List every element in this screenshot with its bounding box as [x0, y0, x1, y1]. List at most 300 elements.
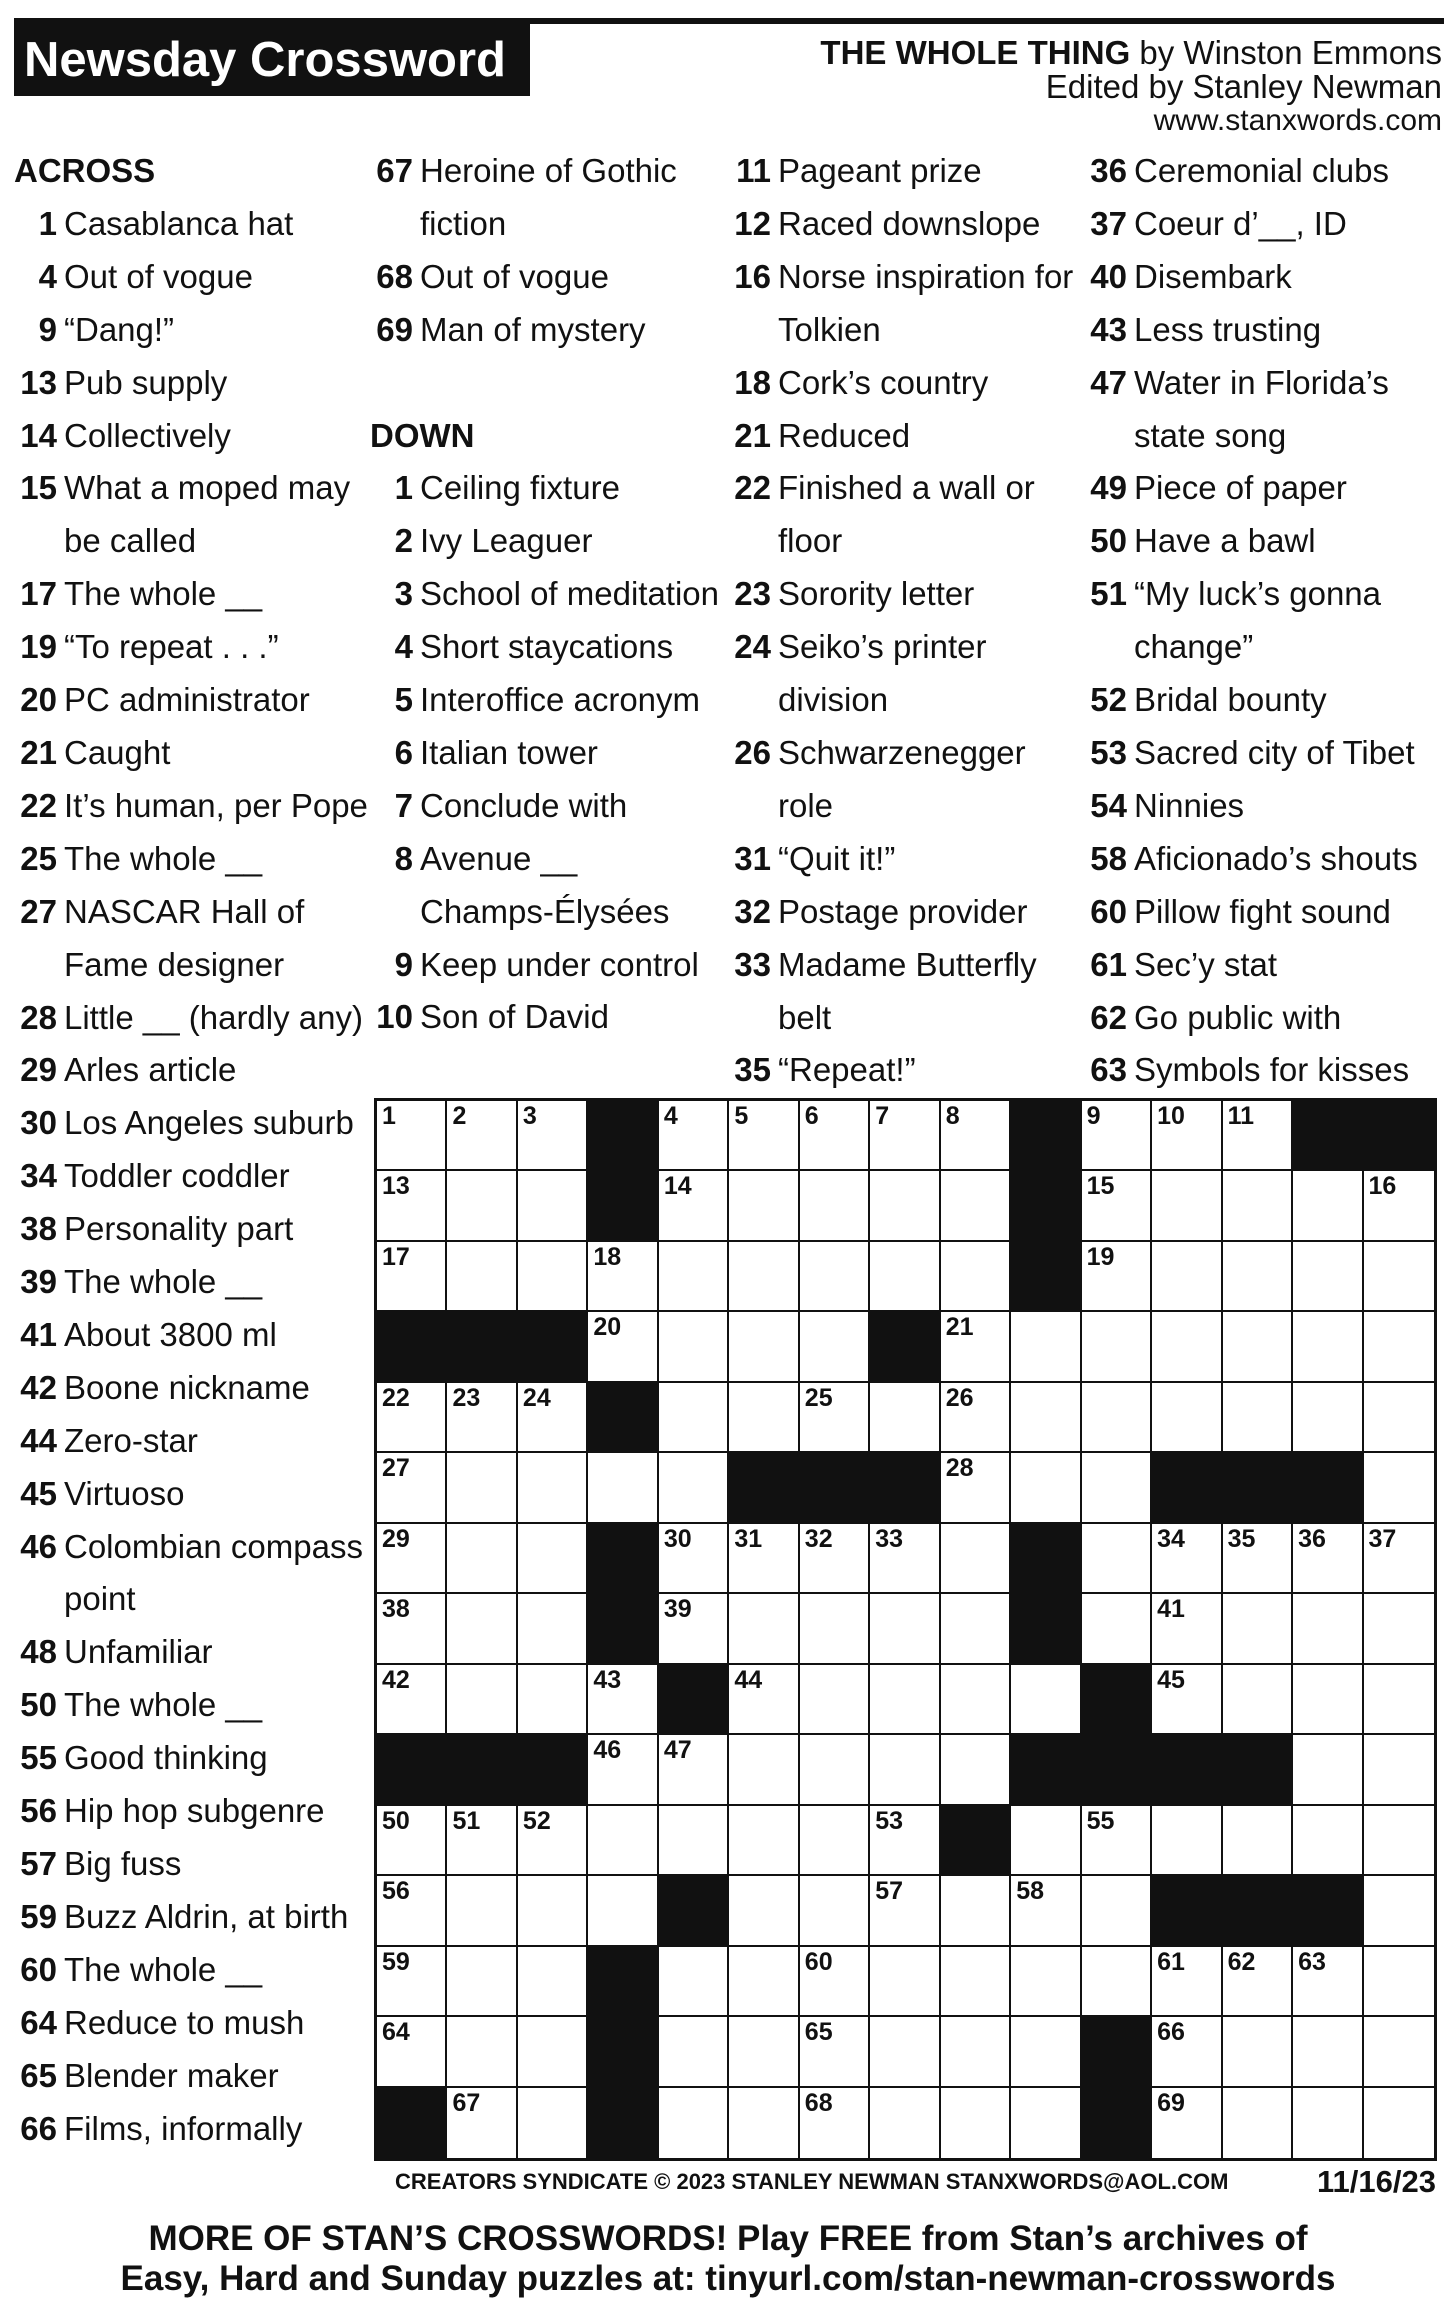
grid-cell[interactable]	[518, 1242, 588, 1312]
grid-cell[interactable]	[941, 1383, 1011, 1453]
clue-number: 65	[20, 2056, 57, 2094]
across-clue[interactable]	[14, 198, 370, 251]
grid-cell[interactable]	[518, 1876, 588, 1946]
black-square	[1011, 1171, 1081, 1241]
grid-cell[interactable]	[1082, 1383, 1152, 1453]
across-clue[interactable]	[14, 886, 370, 992]
clue-number: 52	[1090, 681, 1127, 719]
down-clue[interactable]	[728, 462, 1078, 568]
grid-cell[interactable]	[377, 1453, 447, 1523]
cell-number: 5	[734, 1102, 749, 1130]
grid-cell[interactable]	[659, 1383, 729, 1453]
clue-text: Bridal bounty	[1134, 681, 1327, 719]
clue-number: 60	[20, 1950, 57, 1988]
grid-cell[interactable]	[729, 1594, 799, 1664]
clue-text: Interoffice acronym	[420, 681, 701, 719]
down-clue[interactable]	[370, 939, 720, 992]
across-clue[interactable]	[14, 304, 370, 357]
down-clue[interactable]	[728, 410, 1078, 463]
down-clue[interactable]	[370, 991, 720, 1044]
down-clue[interactable]	[370, 621, 720, 674]
grid-cell[interactable]	[1152, 1594, 1222, 1664]
grid-cell[interactable]	[1223, 1524, 1293, 1594]
grid-cell[interactable]	[1293, 1735, 1363, 1805]
grid-cell[interactable]	[659, 2017, 729, 2087]
grid-cell[interactable]	[800, 1735, 870, 1805]
grid-cell[interactable]	[941, 1171, 1011, 1241]
down-clue[interactable]	[370, 727, 720, 780]
black-square	[1293, 1876, 1363, 1946]
grid-cell[interactable]	[1293, 1594, 1363, 1664]
grid-cell[interactable]	[1082, 1171, 1152, 1241]
down-clue[interactable]	[1084, 727, 1456, 780]
grid-cell[interactable]	[447, 1806, 517, 1876]
grid-cell[interactable]	[729, 1876, 799, 1946]
grid-cell[interactable]	[729, 2088, 799, 2158]
grid-cell[interactable]	[1082, 1947, 1152, 2017]
across-clue[interactable]	[14, 1732, 370, 1785]
grid-cell[interactable]	[377, 1383, 447, 1453]
grid-cell[interactable]	[800, 1524, 870, 1594]
down-clue[interactable]	[728, 145, 1078, 198]
clue-number: 1	[38, 204, 57, 242]
grid-cell[interactable]	[1011, 1383, 1081, 1453]
grid-cell[interactable]	[1082, 1453, 1152, 1523]
clue-number: 5	[394, 681, 413, 719]
grid-cell[interactable]	[1152, 2017, 1222, 2087]
clue-number: 16	[734, 257, 771, 295]
grid-cell[interactable]	[1152, 1524, 1222, 1594]
grid-cell[interactable]	[800, 2088, 870, 2158]
grid-cell[interactable]	[588, 1876, 658, 1946]
grid-cell[interactable]	[1364, 1312, 1434, 1382]
clue-text: Son of David	[420, 998, 609, 1036]
across-clue[interactable]	[14, 410, 370, 463]
grid-cell[interactable]	[1293, 1524, 1363, 1594]
grid-cell[interactable]	[1082, 1101, 1152, 1171]
grid-cell[interactable]	[1364, 1453, 1434, 1523]
grid-cell[interactable]	[1082, 1806, 1152, 1876]
across-clue[interactable]	[14, 1309, 370, 1362]
grid-cell[interactable]	[1364, 1665, 1434, 1735]
crossword-grid[interactable]	[374, 1098, 1437, 2161]
grid-cell[interactable]	[941, 2088, 1011, 2158]
down-clue[interactable]	[728, 568, 1078, 621]
grid-cell[interactable]	[659, 1171, 729, 1241]
grid-cell[interactable]	[1152, 1806, 1222, 1876]
grid-cell[interactable]	[941, 1876, 1011, 1946]
grid-cell[interactable]	[800, 1101, 870, 1171]
clue-text: The whole __	[64, 575, 263, 613]
grid-cell[interactable]	[1152, 1383, 1222, 1453]
grid-cell[interactable]	[941, 2017, 1011, 2087]
grid-cell[interactable]	[1223, 1383, 1293, 1453]
grid-cell[interactable]	[1011, 2088, 1081, 2158]
down-clue[interactable]	[1084, 462, 1456, 515]
grid-cell[interactable]	[659, 1453, 729, 1523]
grid-cell[interactable]	[870, 1947, 940, 2017]
cell-number: 13	[382, 1172, 410, 1201]
grid-cell[interactable]	[1223, 1594, 1293, 1664]
down-clue[interactable]	[1084, 780, 1456, 833]
grid-cell[interactable]	[1364, 1524, 1434, 1594]
grid-cell[interactable]	[1082, 1594, 1152, 1664]
across-clue[interactable]	[14, 1415, 370, 1468]
down-clue[interactable]	[1084, 1044, 1456, 1097]
grid-cell[interactable]	[941, 1453, 1011, 1523]
clue-number: 35	[734, 1051, 771, 1089]
clue-number: 49	[1090, 469, 1127, 507]
grid-cell[interactable]	[1364, 1242, 1434, 1312]
cell-number: 24	[522, 1383, 551, 1412]
grid-cell[interactable]	[1293, 1171, 1363, 1241]
grid-cell[interactable]	[377, 1242, 447, 1312]
grid-cell[interactable]	[1293, 1665, 1363, 1735]
across-clue[interactable]	[14, 727, 370, 780]
grid-cell[interactable]	[1082, 1524, 1152, 1594]
grid-cell[interactable]	[1152, 1665, 1222, 1735]
cell-number: 66	[1157, 2018, 1185, 2047]
grid-cell[interactable]	[1223, 1242, 1293, 1312]
grid-cell[interactable]	[447, 1383, 517, 1453]
down-clue[interactable]	[728, 939, 1078, 1045]
grid-cell[interactable]	[1011, 1453, 1081, 1523]
grid-cell[interactable]	[800, 1312, 870, 1382]
across-clue[interactable]	[14, 1838, 370, 1891]
grid-cell[interactable]	[1152, 2088, 1222, 2158]
grid-cell[interactable]	[1364, 2088, 1434, 2158]
down-clue[interactable]	[370, 780, 720, 833]
grid-cell[interactable]	[1082, 1312, 1152, 1382]
grid-cell[interactable]	[518, 1171, 588, 1241]
grid-cell[interactable]	[729, 1171, 799, 1241]
across-clue[interactable]	[370, 251, 720, 304]
grid-cell[interactable]	[377, 1171, 447, 1241]
across-clue[interactable]	[14, 1944, 370, 1997]
grid-cell[interactable]	[1293, 1312, 1363, 1382]
down-clue[interactable]	[1084, 674, 1456, 727]
grid-cell[interactable]	[941, 1947, 1011, 2017]
grid-cell[interactable]	[800, 1171, 870, 1241]
grid-cell[interactable]	[729, 1665, 799, 1735]
down-clue[interactable]	[728, 621, 1078, 727]
grid-cell[interactable]	[447, 2017, 517, 2087]
across-clue[interactable]	[14, 621, 370, 674]
down-clue[interactable]	[728, 833, 1078, 886]
down-clue[interactable]	[370, 833, 720, 939]
grid-cell[interactable]	[941, 1735, 1011, 1805]
grid-cell[interactable]	[377, 1665, 447, 1735]
grid-cell[interactable]	[870, 1806, 940, 1876]
grid-cell[interactable]	[1223, 2017, 1293, 2087]
grid-cell[interactable]	[447, 1665, 517, 1735]
across-clue[interactable]	[14, 462, 370, 568]
grid-cell[interactable]	[447, 1242, 517, 1312]
grid-cell[interactable]	[588, 1242, 658, 1312]
grid-cell[interactable]	[518, 1524, 588, 1594]
site-url[interactable]: www.stanxwords.com	[1153, 104, 1442, 137]
grid-cell[interactable]	[518, 2088, 588, 2158]
across-clue[interactable]	[14, 1097, 370, 1150]
down-clue[interactable]	[370, 462, 720, 515]
across-clue[interactable]	[370, 304, 720, 357]
clue-number: 36	[1090, 152, 1127, 189]
grid-cell[interactable]	[1223, 1312, 1293, 1382]
grid-cell[interactable]	[870, 1665, 940, 1735]
down-clue[interactable]	[1084, 568, 1456, 674]
clue-number: 55	[20, 1739, 57, 1777]
down-clue[interactable]	[370, 674, 720, 727]
across-clue[interactable]	[14, 1891, 370, 1944]
clue-number: 10	[376, 998, 413, 1036]
grid-cell[interactable]	[800, 1242, 870, 1312]
clue-text: Conclude with	[420, 786, 628, 824]
down-clue[interactable]	[1084, 198, 1456, 251]
grid-cell[interactable]	[659, 1524, 729, 1594]
grid-cell[interactable]	[941, 1242, 1011, 1312]
grid-cell[interactable]	[1364, 1735, 1434, 1805]
clue-text: Ceremonial clubs	[1134, 152, 1389, 189]
grid-cell[interactable]	[1082, 1876, 1152, 1946]
grid-cell[interactable]	[1011, 1876, 1081, 1946]
down-clue[interactable]	[1084, 304, 1456, 357]
grid-cell[interactable]	[518, 1947, 588, 2017]
grid-cell[interactable]	[800, 2017, 870, 2087]
grid-cell[interactable]	[1364, 1947, 1434, 2017]
grid-cell[interactable]	[447, 2088, 517, 2158]
black-square	[1011, 1101, 1081, 1171]
grid-cell[interactable]	[1223, 1171, 1293, 1241]
grid-cell[interactable]	[870, 1383, 940, 1453]
grid-cell[interactable]	[800, 1876, 870, 1946]
grid-cell[interactable]	[1223, 1665, 1293, 1735]
grid-cell[interactable]	[377, 1101, 447, 1171]
grid-cell[interactable]	[447, 1524, 517, 1594]
grid-cell[interactable]	[377, 1947, 447, 2017]
across-clue[interactable]	[14, 2103, 370, 2156]
across-clue[interactable]	[14, 992, 370, 1045]
grid-cell[interactable]	[1152, 1947, 1222, 2017]
grid-cell[interactable]	[447, 1101, 517, 1171]
down-clue[interactable]	[1084, 357, 1456, 463]
grid-cell[interactable]	[800, 1806, 870, 1876]
cell-number: 11	[1227, 1102, 1255, 1130]
grid-cell[interactable]	[941, 1101, 1011, 1171]
grid-cell[interactable]	[518, 1806, 588, 1876]
down-clue[interactable]	[728, 886, 1078, 939]
grid-cell[interactable]	[518, 1453, 588, 1523]
grid-cell[interactable]	[800, 1665, 870, 1735]
across-clue[interactable]	[14, 1521, 370, 1627]
clue-text: Hip hop subgenre	[64, 1792, 325, 1830]
grid-cell[interactable]	[518, 1383, 588, 1453]
grid-cell[interactable]	[1011, 1806, 1081, 1876]
grid-cell[interactable]	[1223, 1947, 1293, 2017]
grid-cell[interactable]	[659, 1735, 729, 1805]
down-clue[interactable]	[1084, 886, 1456, 939]
clue-number: 21	[734, 416, 771, 454]
down-clue[interactable]	[728, 198, 1078, 251]
clue-text: Unfamiliar	[64, 1633, 213, 1671]
grid-cell[interactable]	[941, 1594, 1011, 1664]
clue-text: Reduced	[778, 416, 911, 454]
across-clue[interactable]	[14, 1679, 370, 1732]
across-clue[interactable]	[14, 1626, 370, 1679]
grid-cell[interactable]	[447, 1947, 517, 2017]
grid-cell[interactable]	[1011, 1312, 1081, 1382]
grid-cell[interactable]	[1293, 2017, 1363, 2087]
clue-text: Out of vogue	[64, 257, 253, 295]
grid-cell[interactable]	[800, 1594, 870, 1664]
grid-cell[interactable]	[1223, 2088, 1293, 2158]
clue-number: 9	[394, 945, 413, 983]
grid-cell[interactable]	[1293, 1383, 1363, 1453]
down-clue[interactable]	[1084, 145, 1456, 198]
grid-cell[interactable]	[1011, 1947, 1081, 2017]
grid-cell[interactable]	[870, 1242, 940, 1312]
grid-cell[interactable]	[377, 1594, 447, 1664]
across-clue[interactable]	[14, 1468, 370, 1521]
across-clue[interactable]	[14, 1256, 370, 1309]
grid-cell[interactable]	[1152, 1312, 1222, 1382]
across-clue[interactable]	[14, 674, 370, 727]
cell-number: 21	[945, 1313, 974, 1342]
black-square	[518, 1735, 588, 1805]
grid-cell[interactable]	[1223, 1101, 1293, 1171]
grid-cell[interactable]	[588, 1453, 658, 1523]
grid-cell[interactable]	[1364, 1806, 1434, 1876]
across-clue[interactable]	[14, 357, 370, 410]
down-clue[interactable]	[370, 515, 720, 568]
grid-cell[interactable]	[588, 1312, 658, 1382]
down-clue[interactable]	[728, 727, 1078, 833]
grid-cell[interactable]	[729, 1735, 799, 1805]
grid-cell[interactable]	[729, 1524, 799, 1594]
grid-cell[interactable]	[1293, 1806, 1363, 1876]
grid-cell[interactable]	[729, 1312, 799, 1382]
grid-cell[interactable]	[870, 1735, 940, 1805]
down-clue[interactable]	[728, 1044, 1078, 1097]
grid-cell[interactable]	[518, 2017, 588, 2087]
grid-cell[interactable]	[588, 1806, 658, 1876]
clue-number: 69	[376, 310, 413, 348]
grid-cell[interactable]	[659, 1242, 729, 1312]
grid-cell[interactable]	[377, 1876, 447, 1946]
grid-cell[interactable]	[377, 2017, 447, 2087]
grid-cell[interactable]	[729, 1242, 799, 1312]
grid-cell[interactable]	[729, 1101, 799, 1171]
grid-cell[interactable]	[1364, 1171, 1434, 1241]
clue-text: Aficionado’s shouts	[1134, 839, 1418, 877]
grid-cell[interactable]	[1152, 1242, 1222, 1312]
across-clue[interactable]	[14, 833, 370, 886]
down-clue[interactable]	[728, 357, 1078, 410]
grid-cell[interactable]	[729, 1947, 799, 2017]
down-clue[interactable]	[1084, 833, 1456, 886]
grid-cell[interactable]	[588, 1735, 658, 1805]
across-clue[interactable]	[14, 1785, 370, 1838]
grid-cell[interactable]	[659, 2088, 729, 2158]
grid-cell[interactable]	[518, 1665, 588, 1735]
across-clue[interactable]	[14, 1997, 370, 2050]
cell-number: 10	[1157, 1102, 1185, 1130]
grid-cell[interactable]	[941, 1665, 1011, 1735]
down-clue[interactable]	[1084, 515, 1456, 568]
across-clue[interactable]	[14, 780, 370, 833]
grid-cell[interactable]	[870, 1876, 940, 1946]
grid-cell[interactable]	[729, 2017, 799, 2087]
grid-cell[interactable]	[518, 1101, 588, 1171]
cell-number: 43	[593, 1665, 622, 1694]
grid-cell[interactable]	[1364, 1383, 1434, 1453]
down-clue[interactable]	[1084, 992, 1456, 1045]
grid-cell[interactable]	[941, 1524, 1011, 1594]
grid-cell[interactable]	[1011, 2017, 1081, 2087]
grid-cell[interactable]	[659, 1312, 729, 1382]
grid-cell[interactable]	[870, 1594, 940, 1664]
grid-cell[interactable]	[447, 1453, 517, 1523]
across-clue[interactable]	[14, 1044, 370, 1097]
grid-cell[interactable]	[870, 1171, 940, 1241]
down-clue[interactable]	[370, 568, 720, 621]
grid-cell[interactable]	[518, 1594, 588, 1664]
across-clue[interactable]	[14, 1362, 370, 1415]
grid-cell[interactable]	[1152, 1101, 1222, 1171]
grid-cell[interactable]	[870, 1101, 940, 1171]
grid-cell[interactable]	[659, 1806, 729, 1876]
across-clue[interactable]	[14, 1150, 370, 1203]
grid-cell[interactable]	[447, 1171, 517, 1241]
grid-cell[interactable]	[659, 1594, 729, 1664]
grid-cell[interactable]	[1364, 1594, 1434, 1664]
grid-cell[interactable]	[1082, 1242, 1152, 1312]
grid-cell[interactable]	[659, 1947, 729, 2017]
grid-cell[interactable]	[1293, 1242, 1363, 1312]
grid-cell[interactable]	[1364, 1876, 1434, 1946]
grid-cell[interactable]	[377, 1524, 447, 1594]
black-square	[588, 1524, 658, 1594]
grid-cell[interactable]	[659, 1101, 729, 1171]
grid-cell[interactable]	[1152, 1171, 1222, 1241]
grid-cell[interactable]	[870, 1524, 940, 1594]
grid-cell[interactable]	[588, 1665, 658, 1735]
down-clue[interactable]	[728, 251, 1078, 357]
grid-cell[interactable]	[447, 1594, 517, 1664]
grid-cell[interactable]	[800, 1947, 870, 2017]
grid-cell[interactable]	[447, 1876, 517, 1946]
across-clue[interactable]	[370, 145, 720, 251]
grid-cell[interactable]	[729, 1383, 799, 1453]
grid-cell[interactable]	[1364, 2017, 1434, 2087]
grid-cell[interactable]	[941, 1312, 1011, 1382]
grid-cell[interactable]	[1293, 2088, 1363, 2158]
grid-cell[interactable]	[870, 2088, 940, 2158]
grid-cell[interactable]	[1011, 1665, 1081, 1735]
across-clue[interactable]	[14, 251, 370, 304]
across-clue[interactable]	[14, 568, 370, 621]
across-clue[interactable]	[14, 1203, 370, 1256]
down-clue[interactable]	[1084, 251, 1456, 304]
grid-cell[interactable]	[729, 1806, 799, 1876]
down-clue[interactable]	[1084, 939, 1456, 992]
grid-cell[interactable]	[870, 2017, 940, 2087]
across-clue[interactable]	[14, 2050, 370, 2103]
grid-cell[interactable]	[1223, 1806, 1293, 1876]
grid-cell[interactable]	[1293, 1947, 1363, 2017]
grid-cell[interactable]	[800, 1383, 870, 1453]
grid-cell[interactable]	[377, 1806, 447, 1876]
clue-text: The whole __	[64, 1686, 263, 1724]
